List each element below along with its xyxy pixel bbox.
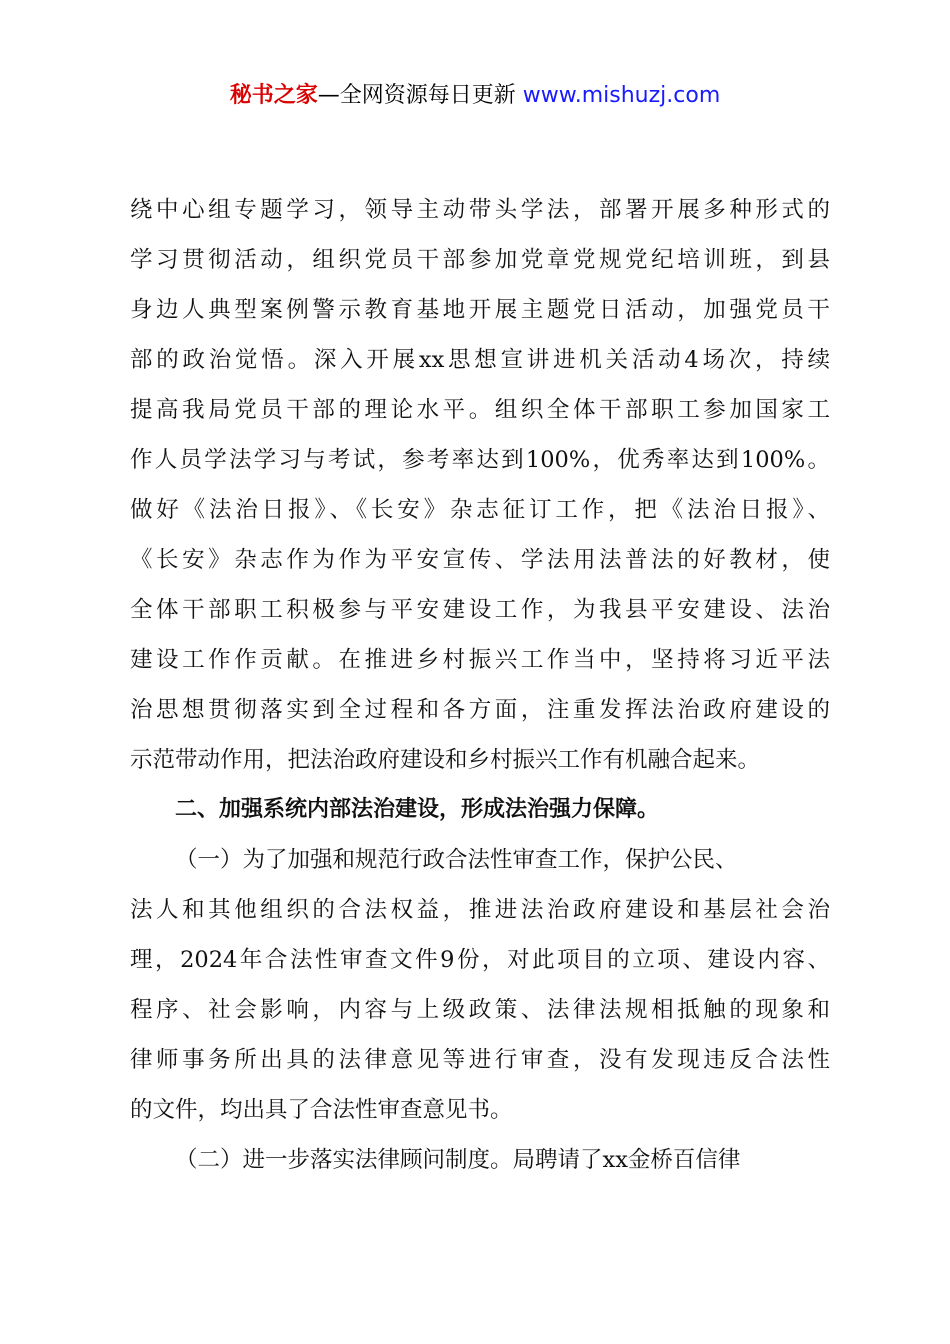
site-slogan: —全网资源每日更新 xyxy=(317,83,516,108)
text-line: 《长安》杂志作为作为平安宣传、学法用法普法的好教材，使 xyxy=(130,547,830,573)
text-line: 学习贯彻活动，组织党员干部参加党章党规党纪培训班，到县 xyxy=(130,247,830,273)
text-line: （二）进一步落实法律顾问制度。局聘请了xx金桥百信律 xyxy=(175,1147,741,1173)
text-line: 全体干部职工积极参与平安建设工作，为我县平安建设、法治 xyxy=(130,597,830,623)
text-line: 理，2024年合法性审查文件9份，对此项目的立项、建设内容、 xyxy=(130,947,830,973)
site-header xyxy=(0,80,950,112)
text-line: 提高我局党员干部的理论水平。组织全体干部职工参加国家工 xyxy=(130,397,830,423)
text-line: 法人和其他组织的合法权益，推进法治政府建设和基层社会治 xyxy=(130,897,830,923)
text-line: 作人员学法学习与考试，参考率达到100%，优秀率达到100%。 xyxy=(130,447,830,473)
text-line: 部的政治觉悟。深入开展xx思想宣讲进机关活动4场次，持续 xyxy=(130,347,830,373)
document-body xyxy=(130,185,830,1185)
text-line: 治思想贯彻落实到全过程和各方面，注重发挥法治政府建设的 xyxy=(130,697,830,723)
text-line: （一）为了加强和规范行政合法性审查工作，保护公民、 xyxy=(175,847,738,873)
text-line: 的文件，均出具了合法性审查意见书。 xyxy=(130,1097,513,1123)
site-url-link[interactable]: www.mishuzj.com xyxy=(522,83,721,108)
text-line: 程序、社会影响，内容与上级政策、法律法规相抵触的现象和 xyxy=(130,997,830,1023)
text-line: 示范带动作用，把法治政府建设和乡村振兴工作有机融合起来。 xyxy=(130,747,761,773)
text-line: 律师事务所出具的法律意见等进行审查，没有发现违反合法性 xyxy=(130,1047,830,1073)
section-heading: 二、加强系统内部法治建设，形成法治强力保障。 xyxy=(175,797,660,822)
text-line: 身边人典型案例警示教育基地开展主题党日活动，加强党员干 xyxy=(130,297,830,323)
site-brand: 秘书之家 xyxy=(229,83,318,108)
text-line: 绕中心组专题学习，领导主动带头学法，部署开展多种形式的 xyxy=(130,197,830,223)
text-line: 建设工作作贡献。在推进乡村振兴工作当中，坚持将习近平法 xyxy=(130,647,830,673)
text-line: 做好《法治日报》、《长安》杂志征订工作，把《法治日报》、 xyxy=(130,497,830,523)
